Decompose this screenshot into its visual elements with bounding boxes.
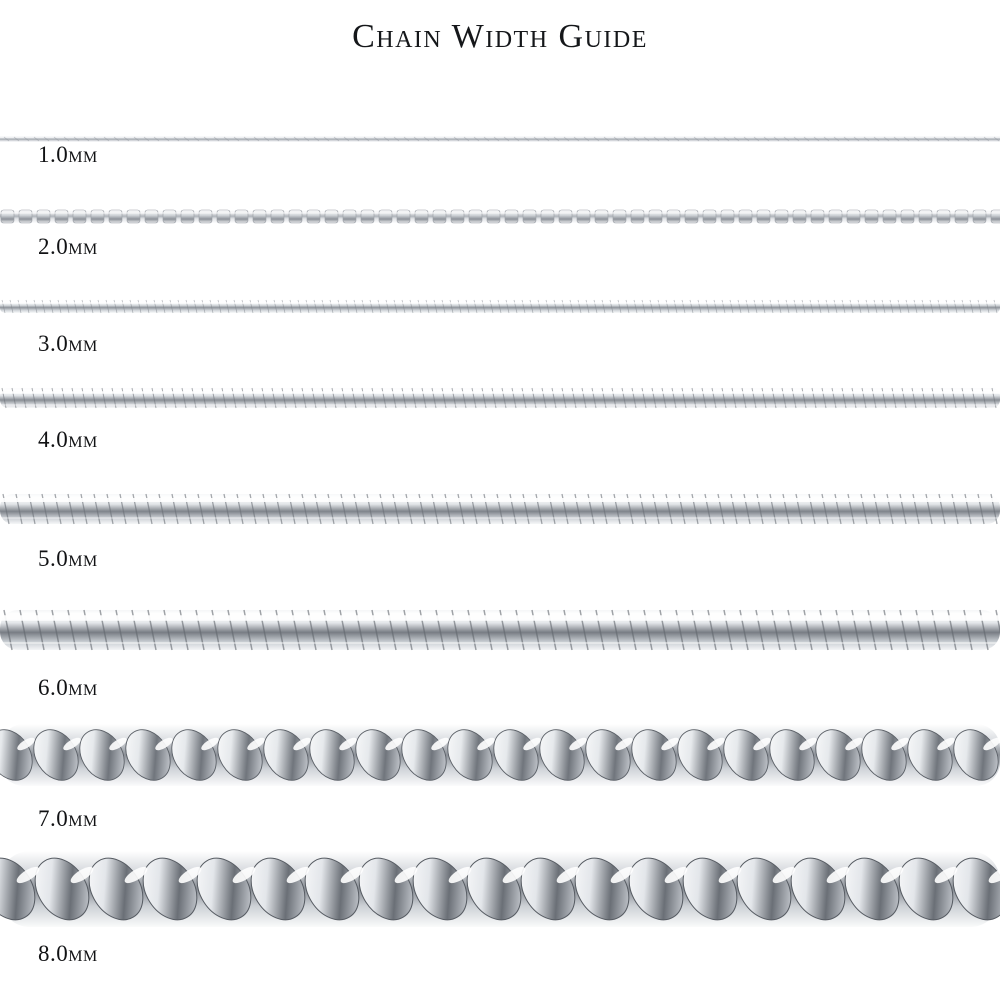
- chain-label-2-0mm: 2.0mm: [38, 234, 98, 259]
- chain-label-8-0mm: 8.0mm: [38, 941, 98, 966]
- chain-label-7-0mm: 7.0mm: [38, 806, 98, 831]
- chain-strip-8-0mm: [0, 843, 1000, 939]
- chain-label-5-0mm: 5.0mm: [38, 546, 98, 571]
- chain-strip-7-0mm: [0, 714, 1000, 798]
- chain-strip-2-0mm: [0, 203, 1000, 237]
- chain-label-6-0mm: 6.0mm: [38, 675, 98, 700]
- chain-strip-4-0mm: [0, 378, 1000, 420]
- chain-strip-6-0mm: [0, 598, 1000, 662]
- chain-label-4-0mm: 4.0mm: [38, 427, 98, 452]
- chain-strip-5-0mm: [0, 483, 1000, 537]
- chain-strip-3-0mm: [0, 292, 1000, 324]
- chain-strip-1-0mm: [0, 128, 1000, 150]
- page-title: Chain Width Guide: [352, 18, 648, 55]
- chain-label-1-0mm: 1.0mm: [38, 142, 98, 167]
- chain-label-3-0mm: 3.0mm: [38, 331, 98, 356]
